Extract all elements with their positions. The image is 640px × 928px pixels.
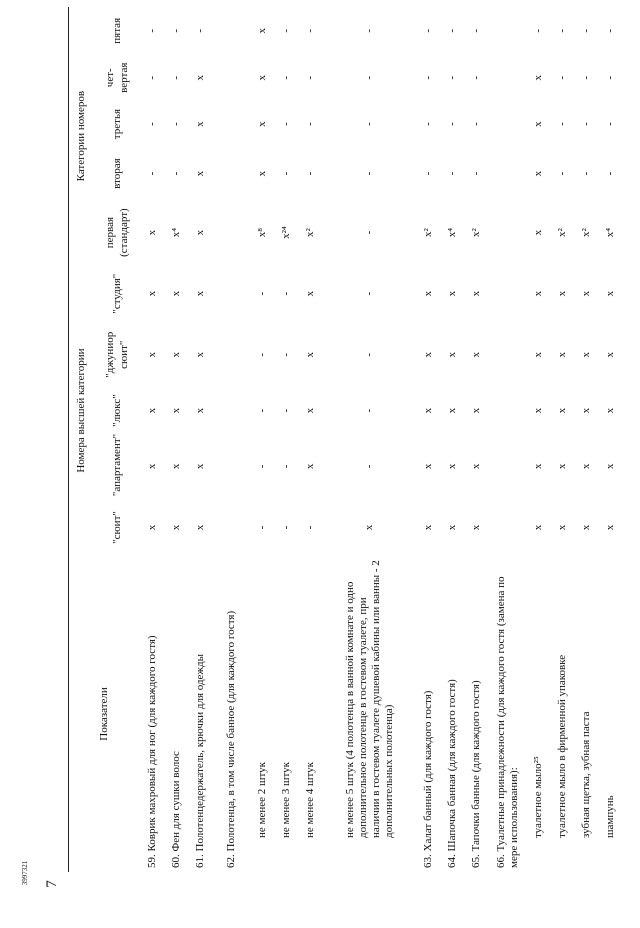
table-cell: x [194,352,207,358]
table-cell: - [280,525,293,530]
row-label: туалетное мыло²⁵ [532,756,545,838]
table-cell: - [363,464,376,469]
table-cell: - [280,171,293,176]
table-cell: x² [470,228,483,237]
table-cell: x [532,229,545,236]
row-label: 66. Туалетные принадлежности (для каждого гостя (замена по мере использования): [494,576,520,868]
col-header: пятая [111,17,124,44]
table-cell: - [363,230,376,235]
table-cell: x² [304,228,317,237]
table-cell: x [470,290,483,297]
table-cell: - [280,28,293,33]
table-cell: x [170,463,183,470]
table-cell [213,147,251,200]
row-label: не менее 3 штук [280,762,293,838]
table-cell: x [470,352,483,358]
table-cell: - [580,28,593,33]
table-cell: x [556,524,569,531]
table-cell: - [580,171,593,176]
table-cell: x [532,352,545,358]
table-cell: x [304,407,317,414]
row-label: 63. Халат банный (для каждого гостя) [422,690,435,868]
table-cell: x [470,407,483,414]
row-label: 62. Полотенца, в том числе банное (для каждого гостя) [225,610,238,868]
table-cell [213,265,251,322]
table-cell: - [422,75,435,80]
table-row [189,7,213,872]
table-cell: - [146,122,159,126]
table-cell: - [280,408,293,413]
table-cell: - [446,122,459,126]
table-cell [213,322,251,387]
table-cell [489,200,527,265]
table-row [441,7,465,872]
table-cell: x [146,524,159,531]
table-cell: x [146,229,159,236]
table-cell: - [580,75,593,80]
table-cell: x⁸ [256,227,269,238]
table-cell: x [304,352,317,358]
col-header: третья [111,108,124,140]
table-cell: - [446,28,459,33]
table-cell: - [256,408,269,413]
table-cell: x [446,407,459,414]
table-cell [489,101,527,147]
table-cell: - [556,122,569,126]
table-cell: - [170,28,183,33]
table-cell: x [256,170,269,177]
table-cell: x² [580,228,593,237]
table-row [599,7,623,872]
table-cell: x [194,121,207,127]
document-code: 3997321 [21,860,29,886]
row-label: туалетное мыло в фирменной упаковке [556,654,569,838]
table-cell: x [446,352,459,358]
table-cell: - [280,122,293,126]
table-cell [489,55,527,101]
table-cell: x [256,121,269,127]
table-cell: x [556,463,569,470]
table-cell [489,147,527,200]
table-cell: x [422,290,435,297]
table-cell: x [304,290,317,297]
row-label: 59. Коврик махровый для ног (для каждого гостя) [146,635,159,868]
table-cell: x [556,290,569,297]
table-cell: - [363,75,376,80]
table-cell: x [146,463,159,470]
table-cell: - [280,352,293,357]
table-cell: x [604,352,617,358]
table-cell: x [422,524,435,531]
table-cell: x [532,121,545,127]
table-body [141,7,623,872]
table-cell: x [580,407,593,414]
table-cell: - [363,122,376,126]
page-number: 7 [44,880,60,888]
table-cell [489,322,527,387]
table-cell: x [304,463,317,470]
table-cell: - [422,171,435,176]
table-cell [489,499,527,556]
table-row [213,7,251,872]
table-cell: - [280,75,293,80]
table-row [323,7,417,872]
table-row [551,7,575,872]
table-cell: x [194,74,207,81]
rotated-table-stage [68,7,640,872]
table-cell: x [194,290,207,297]
col-header: первая (стандарт) [104,208,130,257]
col-header: "джуниор сюит" [104,331,130,378]
col-header: "сюит" [111,511,124,544]
table-cell: - [604,75,617,80]
table-cell: x [604,463,617,470]
table-cell: - [280,291,293,296]
table-cell: x [194,229,207,236]
table-cell: - [363,171,376,176]
table-cell: x [604,407,617,414]
table-cell: x²⁴ [280,226,293,239]
table-cell: x [363,524,376,531]
table-cell [213,7,251,55]
table-cell: - [146,28,159,33]
table-cell: - [422,122,435,126]
table-row [275,7,299,872]
table-cell: x [446,463,459,470]
table-cell: - [363,28,376,33]
table-row [527,7,551,872]
table-cell: - [556,75,569,80]
table-cell: - [256,525,269,530]
table-cell: - [304,75,317,80]
row-label: зубная щетка, зубная паста [580,711,593,838]
table-cell: x [194,463,207,470]
col-header: "студия" [111,273,124,314]
table-row [489,7,527,872]
table-cell [489,434,527,499]
table-cell: x [532,407,545,414]
table-cell: - [556,28,569,33]
table-cell: - [256,464,269,469]
table-cell: x [256,28,269,34]
row-label: 64. Шапочка банная (для каждого гостя) [446,679,459,868]
table-cell: - [470,28,483,33]
table-cell: - [446,75,459,80]
table-cell: - [604,28,617,33]
table-row [299,7,323,872]
row-label: 60. Фен для сушки волос [170,751,183,868]
table-cell: x [170,407,183,414]
table-cell: - [604,171,617,176]
table-cell: - [280,464,293,469]
table-cell [489,387,527,433]
table-cell: - [146,171,159,176]
table-cell: - [363,291,376,296]
table-cell: x [194,524,207,531]
table-row [251,7,275,872]
table-cell: - [470,122,483,126]
row-label: не менее 5 штук (4 полотенца в ванной комнате и одно дополнительное полотенце в гостевом туалете, при наличии в гостевом туалете душевой кабины или ванны - 2 дополнительных полотенца) [343,560,396,838]
table-cell: - [170,122,183,126]
table-cell [213,55,251,101]
col-header: "люкс" [111,394,124,427]
col-header: вторая [111,158,124,189]
header-indicators: Показатели [98,687,111,741]
table-cell: - [194,28,207,33]
table-row [465,7,489,872]
table-cell: x [446,290,459,297]
table-cell: - [363,352,376,357]
table-cell: x [532,170,545,177]
table-cell: x [532,524,545,531]
table-cell: - [256,291,269,296]
table-cell: - [304,525,317,530]
table-cell: - [304,122,317,126]
table-row [575,7,599,872]
table-cell: x [604,290,617,297]
table-cell: x⁴ [446,227,459,238]
table-cell [489,265,527,322]
table-cell [213,434,251,499]
table-cell: - [470,171,483,176]
table-cell: - [532,28,545,33]
table-cell: - [446,171,459,176]
table-cell: - [470,75,483,80]
table-cell: - [363,408,376,413]
table-cell: x [422,352,435,358]
table-cell: x [422,407,435,414]
table-cell: x [146,352,159,358]
table-cell: x [532,74,545,81]
table-cell: - [146,75,159,80]
table-cell [213,387,251,433]
table-cell: x [170,524,183,531]
table-cell [213,101,251,147]
table-cell: x [556,407,569,414]
table-cell: x [470,463,483,470]
header-highest-group: Номера высшей категории [75,348,88,473]
table-cell: - [580,122,593,126]
table-cell: x [422,463,435,470]
table-cell: x⁴ [170,227,183,238]
table-row [417,7,441,872]
table-cell: x [446,524,459,531]
table-cell: - [304,28,317,33]
row-label: не менее 4 штук [304,762,317,838]
table-cell: - [304,171,317,176]
table-row [141,7,165,872]
table-cell: x [194,407,207,414]
row-label: 61. Полотенцедержатель, крючки для одежды [194,653,207,868]
table-cell: - [422,28,435,33]
table-cell: x [470,524,483,531]
table-cell: x [604,524,617,531]
standards-table [68,7,623,872]
table-cell: x [580,352,593,358]
table-cell: - [256,352,269,357]
table-cell: - [604,122,617,126]
table-cell: x [556,352,569,358]
table-cell: x [194,170,207,177]
table-cell: x [532,290,545,297]
table-cell [213,200,251,265]
table-cell: x [146,290,159,297]
table-cell: x² [422,228,435,237]
table-cell: x [580,463,593,470]
row-label: 65. Тапочки банные (для каждого гостя) [470,680,483,868]
table-cell: - [170,171,183,176]
table-cell: - [556,171,569,176]
table-cell: x [170,290,183,297]
table-cell: x [146,407,159,414]
table-cell: - [170,75,183,80]
row-label: шампунь [604,795,617,838]
col-header: чет-вертая [104,62,130,93]
row-label: не менее 2 штук [256,762,269,838]
table-cell: x [170,352,183,358]
col-header: "апартамент" [111,433,124,497]
table-cell: x [256,74,269,81]
table-cell: x [532,463,545,470]
table-cell: x [580,290,593,297]
header-categories-group: Категории номеров [75,90,88,182]
table-cell: x² [556,228,569,237]
table-cell: x⁴ [604,227,617,238]
table-cell [489,7,527,55]
table-cell [213,499,251,556]
table-row [165,7,189,872]
table-cell: x [580,524,593,531]
